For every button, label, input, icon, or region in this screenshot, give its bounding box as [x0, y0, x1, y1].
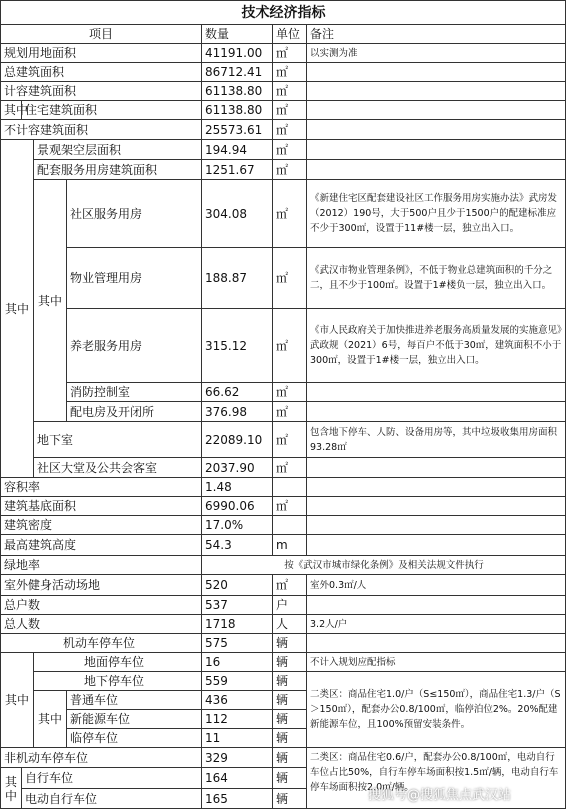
- row-value: 17.0%: [201, 515, 272, 534]
- row-unit: ㎡: [272, 382, 306, 401]
- row-value: 1251.67: [201, 159, 272, 179]
- row-label: 社区服务用房: [66, 179, 201, 247]
- row-value: 6990.06: [201, 496, 272, 515]
- row-value: 575: [201, 633, 272, 652]
- row-note: [306, 457, 566, 477]
- row-label: 景观架空层面积: [33, 139, 201, 159]
- row-label: 消防控制室: [66, 382, 201, 401]
- row-note: 按《武汉市城市绿化条例》及相关法规文件执行: [201, 555, 566, 574]
- row-unit: 辆: [272, 690, 306, 709]
- header-note: 备注: [306, 24, 566, 43]
- row-note: [306, 401, 566, 421]
- table-title: 技术经济指标: [0, 0, 566, 24]
- row-label: 非机动车停车位: [0, 747, 201, 767]
- row-value: 66.62: [201, 382, 272, 401]
- row-label: 临停车位: [66, 728, 201, 747]
- row-label: 不计容建筑面积: [0, 119, 201, 139]
- row-label: 配套服务用房建筑面积: [33, 159, 201, 179]
- row-unit: 辆: [272, 671, 306, 690]
- row-value: 194.94: [201, 139, 272, 159]
- row-label: 新能源车位: [66, 709, 201, 728]
- row-note: [306, 100, 566, 119]
- row-value: 520: [201, 574, 272, 595]
- row-note: [306, 382, 566, 401]
- row-unit: ㎡: [272, 159, 306, 179]
- row-unit: ㎡: [272, 421, 306, 457]
- row-value: 537: [201, 595, 272, 614]
- row-unit: ㎡: [272, 139, 306, 159]
- row-value: 16: [201, 652, 272, 671]
- row-unit: ㎡: [272, 119, 306, 139]
- row-value: 25573.61: [201, 119, 272, 139]
- row-note: [306, 139, 566, 159]
- row-value: 376.98: [201, 401, 272, 421]
- row-unit: ㎡: [272, 100, 306, 119]
- row-label: 社区大堂及公共会客室: [33, 457, 201, 477]
- subgroup-label-qizhong: 其中: [33, 179, 66, 421]
- row-note: 3.2人/户: [306, 614, 566, 633]
- row-unit: 辆: [272, 788, 306, 809]
- row-label: 规划用地面积: [0, 43, 201, 62]
- watermark: 搜狐号@搜狐焦点武汉站: [368, 788, 512, 803]
- row-unit: 辆: [272, 767, 306, 788]
- subgroup-label-qizhong: 其中: [33, 690, 66, 747]
- row-label: 物业管理用房: [66, 247, 201, 308]
- group-label-qizhong: 其中: [0, 100, 21, 119]
- row-value: 188.87: [201, 247, 272, 308]
- row-unit: ㎡: [272, 247, 306, 308]
- row-note: [306, 477, 566, 496]
- row-unit: ㎡: [272, 81, 306, 100]
- row-unit: ㎡: [272, 401, 306, 421]
- row-note: 不计入规划应配指标: [306, 652, 566, 671]
- row-unit: 辆: [272, 652, 306, 671]
- row-value: 61138.80: [201, 100, 272, 119]
- row-value: 86712.41: [201, 62, 272, 81]
- row-label: 绿地率: [0, 555, 201, 574]
- row-note: 二类区：商品住宅1.0/户（S≤150㎡），商品住宅1.3/户（S＞150㎡），配套办公0.8/100㎡，临停泊位2%。20%配建新能源车位，且100%预留安装条件。: [306, 671, 566, 747]
- row-note: [306, 496, 566, 515]
- row-note: 《新建住宅区配套建设社区工作服务用房实施办法》武房发（2012）190号，大于500户且少于1500户的配建标准应不少于300㎡，设置于11#楼一层，独立出入口。: [306, 179, 566, 247]
- row-unit: ㎡: [272, 62, 306, 81]
- group-label-qizhong: 其中: [0, 652, 33, 747]
- row-unit: ㎡: [272, 43, 306, 62]
- row-label: 普通车位: [66, 690, 201, 709]
- row-note: 《市人民政府关于加快推进养老服务高质量发展的实施意见》武政规（2021）6号，每百户不低于30㎡，建筑面积不小于300㎡，设置于1#楼一层，独立出入口。: [306, 308, 566, 382]
- row-value: 304.08: [201, 179, 272, 247]
- row-label: 自行车位: [21, 767, 201, 788]
- row-note: 二类区：商品住宅0.6/户，配套办公0.8/100㎡，电动自行车位占比50%，自行车停车场面积按1.5㎡/辆，电动自行车停车场面积按2.0㎡/辆。: [306, 747, 566, 809]
- row-note: [306, 534, 566, 555]
- row-label: 配电房及开闭所: [66, 401, 201, 421]
- row-note: [306, 119, 566, 139]
- header-unit: 单位: [272, 24, 306, 43]
- row-unit: 辆: [272, 633, 306, 652]
- row-value: 41191.00: [201, 43, 272, 62]
- row-value: 54.3: [201, 534, 272, 555]
- row-label: 室外健身活动场地: [0, 574, 201, 595]
- row-label: 地下停车位: [33, 671, 201, 690]
- row-label: 地下室: [33, 421, 201, 457]
- row-value: 164: [201, 767, 272, 788]
- row-unit: ㎡: [272, 496, 306, 515]
- row-label: 容积率: [0, 477, 201, 496]
- row-unit: ㎡: [272, 574, 306, 595]
- row-unit: m: [272, 534, 306, 555]
- row-label: 最高建筑高度: [0, 534, 201, 555]
- row-value: 2037.90: [201, 457, 272, 477]
- row-label: 计容建筑面积: [0, 81, 201, 100]
- row-note: [306, 159, 566, 179]
- row-label: 建筑基底面积: [0, 496, 201, 515]
- group-label-qizhong: 其中: [0, 767, 21, 809]
- row-note: 包含地下停车、人防、设备用房等，其中垃圾收集用房面积93.28㎡: [306, 421, 566, 457]
- row-unit: [272, 477, 306, 496]
- row-value: 1718: [201, 614, 272, 633]
- row-unit: 辆: [272, 709, 306, 728]
- row-note: [306, 81, 566, 100]
- row-unit: ㎡: [272, 179, 306, 247]
- row-label: 住宅建筑面积: [21, 100, 201, 119]
- row-unit: 辆: [272, 747, 306, 767]
- row-label: 电动自行车位: [21, 788, 201, 809]
- row-value: 165: [201, 788, 272, 809]
- row-label: 总建筑面积: [0, 62, 201, 81]
- row-value: 112: [201, 709, 272, 728]
- row-note: [306, 515, 566, 534]
- row-label: 地面停车位: [33, 652, 201, 671]
- row-value: 559: [201, 671, 272, 690]
- row-note: 以实测为准: [306, 43, 566, 62]
- row-note: [306, 62, 566, 81]
- row-unit: ㎡: [272, 457, 306, 477]
- row-value: 315.12: [201, 308, 272, 382]
- row-unit: 辆: [272, 728, 306, 747]
- row-label: 总户数: [0, 595, 201, 614]
- row-label: 机动车停车位: [0, 633, 201, 652]
- row-unit: [272, 515, 306, 534]
- header-qty: 数量: [201, 24, 272, 43]
- group-label-qizhong: 其中: [0, 139, 33, 477]
- row-note: 室外0.3㎡/人: [306, 574, 566, 595]
- row-value: 11: [201, 728, 272, 747]
- row-note: 《武汉市物业管理条例》，不低于物业总建筑面积的千分之二，且不少于100㎡。设置于1#楼负一层，独立出入口。: [306, 247, 566, 308]
- row-label: 养老服务用房: [66, 308, 201, 382]
- row-label: 建筑密度: [0, 515, 201, 534]
- row-note: [306, 595, 566, 614]
- row-value: 436: [201, 690, 272, 709]
- row-value: 329: [201, 747, 272, 767]
- row-value: 1.48: [201, 477, 272, 496]
- row-value: 22089.10: [201, 421, 272, 457]
- header-item: 项目: [0, 24, 201, 43]
- row-unit: 人: [272, 614, 306, 633]
- row-unit: 户: [272, 595, 306, 614]
- row-label: 总人数: [0, 614, 201, 633]
- row-note: [306, 633, 566, 652]
- row-unit: ㎡: [272, 308, 306, 382]
- row-value: 61138.80: [201, 81, 272, 100]
